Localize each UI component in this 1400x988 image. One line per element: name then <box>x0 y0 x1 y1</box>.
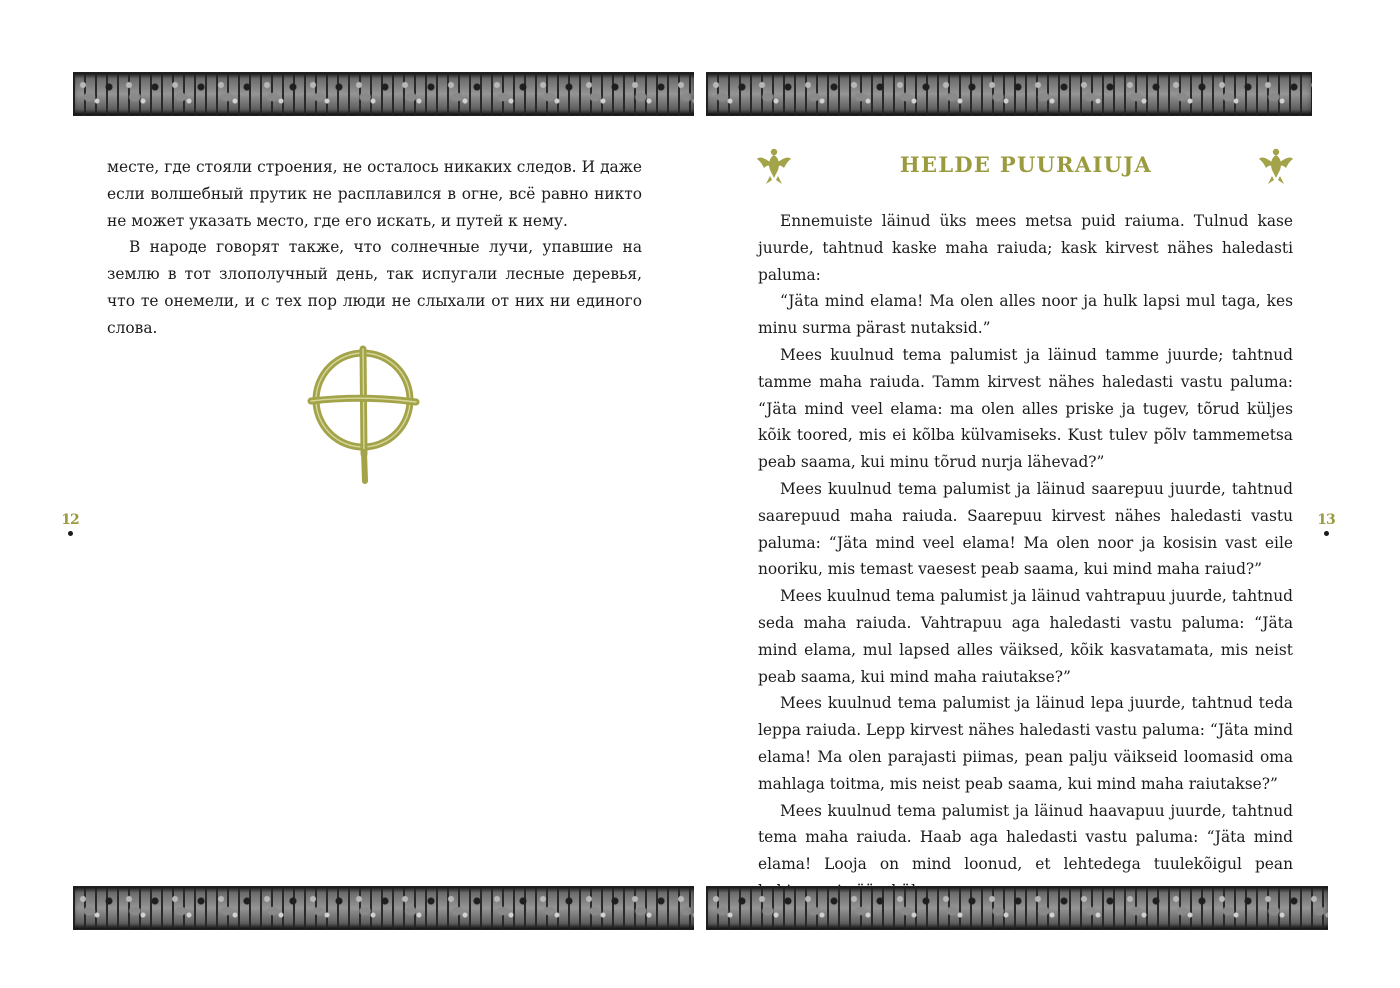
ornamental-frieze-bottom-left <box>73 886 694 930</box>
ornamental-frieze-bottom-right <box>706 886 1328 930</box>
right-page-text <box>758 208 1293 905</box>
page-number-text: 13 <box>1317 512 1335 528</box>
paragraph: месте, где стояли строения, не осталось никаких следов. И даже если волшебный прутик не расплавился в огне, всё равно никто не может указать место, где его искать, и путей к нему. <box>107 158 642 230</box>
page-number-left <box>56 512 84 536</box>
ornamental-frieze-top-right <box>706 72 1312 116</box>
sun-cross-icon <box>306 344 422 484</box>
page-number-dot <box>68 531 73 536</box>
right-page <box>700 0 1400 988</box>
paragraph: Mees kuulnud tema palumist ja läinud tamme juurde; tahtnud tamme maha raiuda. Tamm kirvest nähes haledasti vastu paluma: “Jäta mind veel elama: ma olen alles priske ja tugev, tõrud küljes kõik toored, mis ei kõlba külvamiseks. Kust tulev põlv tammemetsa peab saama, kui minu tõrud nurja lähevad?” <box>758 345 1293 472</box>
page-number-text: 12 <box>61 512 79 528</box>
ornamental-frieze-top-left <box>73 72 694 116</box>
left-page-text <box>107 154 642 342</box>
paragraph: “Jäta mind elama! Ma olen alles noor ja hulk lapsi mul taga, kes minu surma pärast nutaksid.” <box>758 292 1293 338</box>
paragraph: Mees kuulnud tema palumist ja läinud saarepuu juurde, tahtnud saarepuud maha raiuda. Saarepuu kirvest nähes haledasti vastu paluma: “Jäta mind veel elama! Ma olen noor ja kosisin vast eile nooriku, mis temast vaesest peab saama, kui mind maha raiud?” <box>758 479 1293 579</box>
paragraph: В народе говорят также, что солнечные лучи, упавшие на землю в тот злополучный день, так испугали лесные деревья, что те онемели, и с тех пор люди не слыхали от них ни единого слова. <box>107 238 642 337</box>
paragraph: Mees kuulnud tema palumist ja läinud lepa juurde, tahtnud teda leppa raiuda. Lepp kirvest nähes haledasti vastu paluma: “Jäta mind elama! Ma olen parajasti piimas, pean palju väikseid loomasid oma mahlaga toitma, mis neist peab saama, kui mind maha raiutakse?” <box>758 694 1293 793</box>
paragraph: Ennemuiste läinud üks mees metsa puid raiuma. Tulnud kase juurde, tahtnud kaske maha raiuda; kask kirvest nähes haledasti paluma: <box>758 212 1293 284</box>
paragraph: Mees kuulnud tema palumist ja läinud vahtrapuu juurde, tahtnud seda maha raiuda. Vahtrapuu aga haledasti vastu paluma: “Jäta mind elama, mul lapsed alles väiksed, kõik kasvatamata, mis neist peab saama, kui mind maha raiutakse?” <box>758 587 1293 686</box>
page-number-dot <box>1324 531 1329 536</box>
eagle-icon <box>1258 146 1294 186</box>
page-number-right <box>1312 512 1340 536</box>
paragraph: Mees kuulnud tema palumist ja läinud haavapuu juurde, tahtnud tema maha raiuda. Haab aga haledasti vastu paluma: “Jäta mind elama! Looja on mind loonud, et lehtedega tuulekõigul pean <box>758 801 1293 874</box>
page-title: HELDE PUURAIUJA <box>899 152 1153 177</box>
